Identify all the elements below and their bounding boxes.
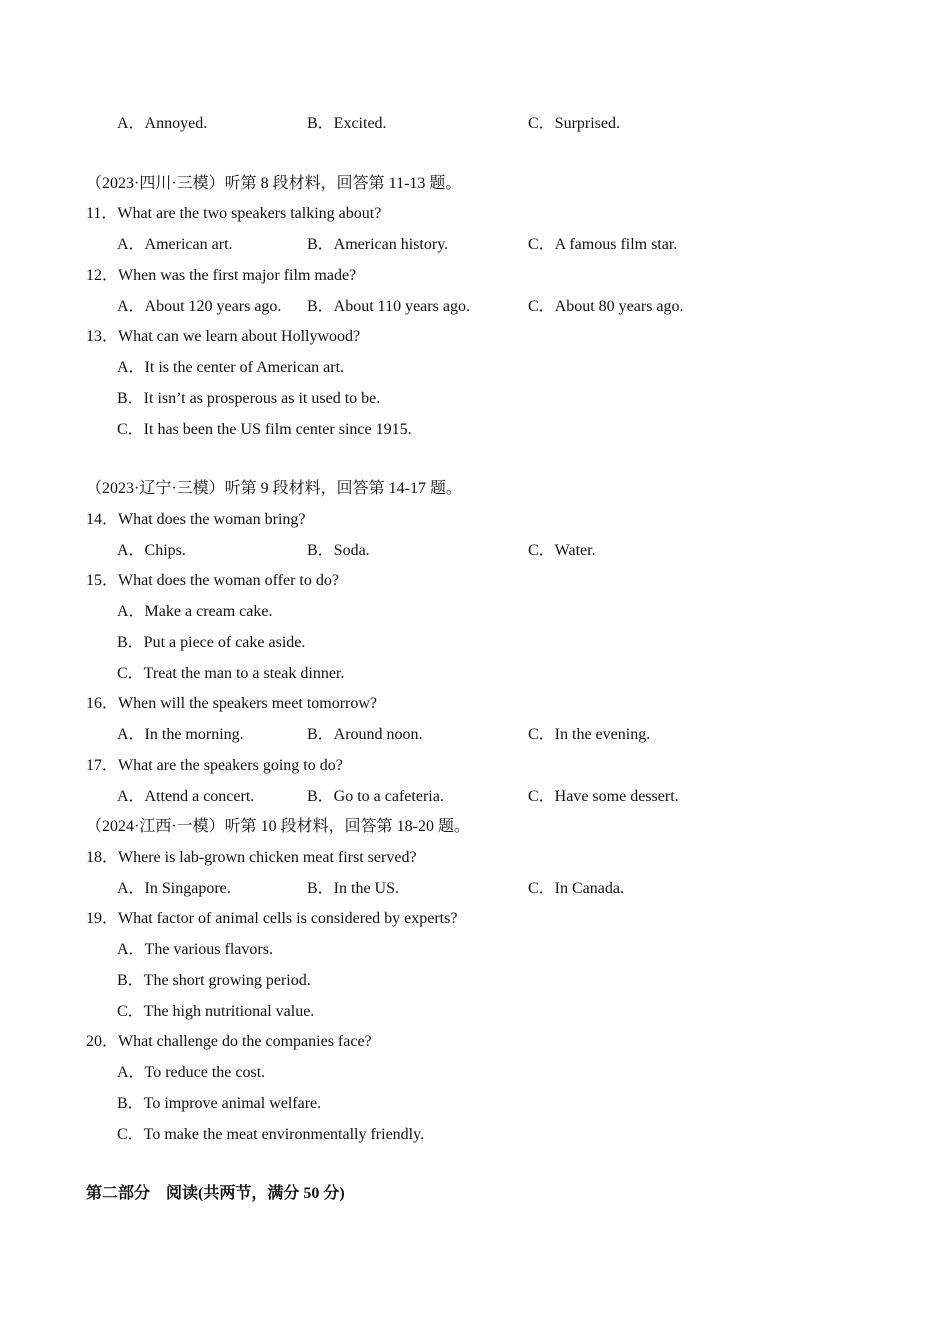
option-a: A．Annoyed. [117,115,208,132]
question-12: 12．When was the first major film made? [86,267,357,284]
question-19: 19．What factor of animal cells is considered by experts? [86,910,458,927]
option-a: A．Attend a concert. [117,788,255,805]
question-14: 14．What does the woman bring? [86,511,306,528]
section-source: （2024·江西·一模）听第 10 段材料，回答第 18-20 题。 [86,818,470,835]
option-a: A．Make a cream cake. [117,603,273,620]
section-source: （2023·辽宁·三模）听第 9 段材料，回答第 14-17 题。 [86,480,462,497]
option-b: B．Go to a cafeteria. [307,788,444,805]
question-15: 15．What does the woman offer to do? [86,572,339,589]
option-c: C．Have some dessert. [528,788,679,805]
option-a: A．Chips. [117,542,186,559]
option-a: A．In the morning. [117,726,244,743]
option-a: A．American art. [117,236,233,253]
option-b: B．Excited. [307,115,387,132]
option-a: A．The various flavors. [117,941,273,958]
question-20: 20．What challenge do the companies face? [86,1033,372,1050]
option-b: B．The short growing period. [117,972,311,989]
option-b: B．American history. [307,236,449,253]
part-two-heading: 第二部分 阅读(共两节，满分 50 分) [86,1185,345,1202]
option-c: C．It has been the US film center since 1915. [117,421,412,438]
option-b: B．In the US. [307,880,400,897]
option-c: C．In the evening. [528,726,651,743]
option-b: B．Soda. [307,542,370,559]
option-b: B．Put a piece of cake aside. [117,634,306,651]
option-c: C．The high nutritional value. [117,1003,315,1020]
section-source: （2023·四川·三模）听第 8 段材料，回答第 11-13 题。 [86,175,462,192]
question-11: 11．What are the two speakers talking about? [86,205,382,222]
option-c: C．Treat the man to a steak dinner. [117,665,345,682]
option-a: A．To reduce the cost. [117,1064,266,1081]
option-c: C．A famous film star. [528,236,678,253]
question-13: 13．What can we learn about Hollywood? [86,328,361,345]
option-b: B．To improve animal welfare. [117,1095,322,1112]
question-18: 18．Where is lab-grown chicken meat first served? [86,849,417,866]
option-a: A．About 120 years ago. [117,298,282,315]
option-b: B．About 110 years ago. [307,298,470,315]
option-c: C．Water. [528,542,596,559]
question-16: 16．When will the speakers meet tomorrow? [86,695,378,712]
option-c: C．In Canada. [528,880,624,897]
option-c: C．Surprised. [528,115,621,132]
option-b: B．Around noon. [307,726,423,743]
option-c: C．About 80 years ago. [528,298,684,315]
option-a: A．In Singapore. [117,880,231,897]
option-c: C．To make the meat environmentally friendly. [117,1126,425,1143]
option-b: B．It isn’t as prosperous as it used to be. [117,390,381,407]
question-17: 17．What are the speakers going to do? [86,757,343,774]
option-a: A．It is the center of American art. [117,359,345,376]
